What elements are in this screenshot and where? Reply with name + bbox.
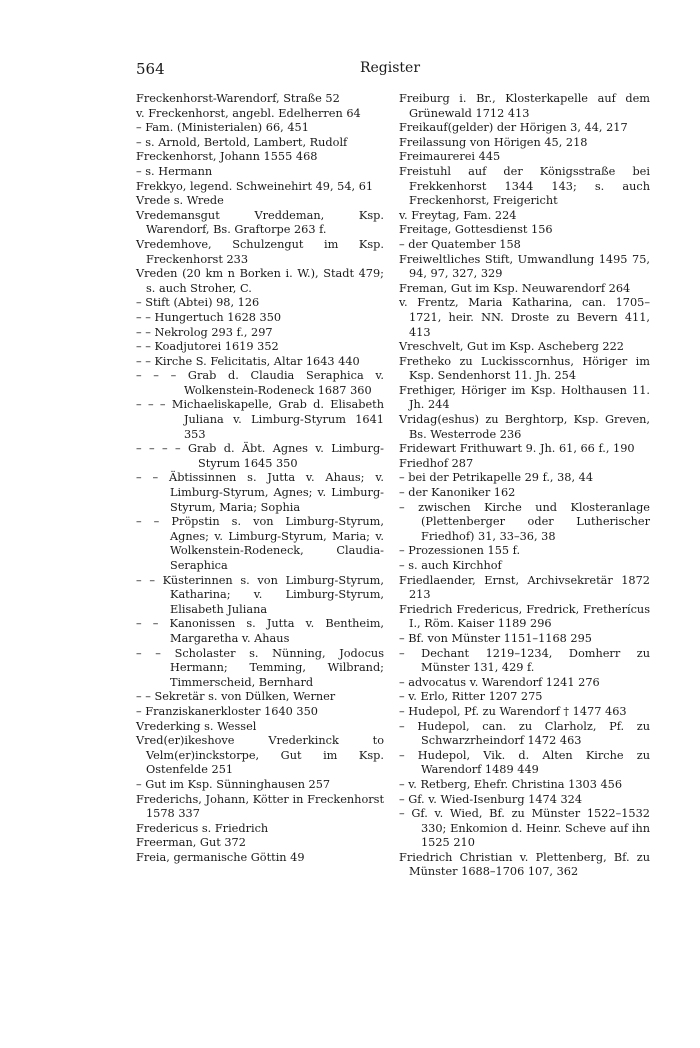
index-entry-text: Freilassung von Hörigen 45, 218 — [399, 135, 588, 149]
index-entry — [399, 778, 650, 793]
index-entry-text: – – Küsterinnen s. von Limburg-Styrum, Katharina; v. Limburg-Styrum, Elisabeth Juliana — [136, 573, 384, 616]
index-entry — [136, 165, 384, 180]
index-entry-text: Vreden (20 km n Borken i. W.), Stadt 479; s. auch Stroher, C. — [136, 267, 384, 295]
index-entry-text: – bei der Petrikapelle 29 f., 38, 44 — [399, 471, 594, 485]
index-entry-text: Friedhof 287 — [399, 456, 474, 470]
index-entry — [399, 647, 650, 676]
index-entry — [399, 282, 650, 297]
index-entry — [399, 340, 650, 355]
index-entry-text: Freman, Gut im Ksp. Neuwarendorf 264 — [399, 281, 631, 295]
index-entry — [399, 209, 650, 224]
index-entry-text: – s. auch Kirchhof — [399, 559, 502, 572]
index-entry — [136, 209, 384, 238]
index-entry — [136, 515, 384, 573]
index-entry-text: v. Frentz, Maria Katharina, can. 1705–1721, heir. NN. Droste zu Bevern 411, 413 — [399, 296, 650, 339]
index-entry-text: Friedrich Christian v. Plettenberg, Bf. zu Münster 1688–1706 107, 362 — [399, 850, 650, 879]
index-entry — [136, 92, 384, 107]
index-entry — [399, 544, 650, 559]
index-entry — [399, 501, 650, 545]
index-entry — [136, 121, 384, 136]
index-entry-text: Frekkyo, legend. Schweinehirt 49, 54, 61 — [136, 179, 374, 193]
index-entry-text: – Bf. von Münster 1151–1168 295 — [399, 631, 592, 645]
index-entry — [136, 734, 384, 778]
index-entry-text: Freistuhl auf der Königsstraße bei Frekkenhorst 1344 143; s. auch Freckenhorst, Freigericht — [399, 164, 650, 208]
index-entry — [136, 705, 384, 720]
index-entry — [399, 136, 650, 151]
index-entry-text: – Prozessionen 155 f. — [399, 544, 521, 558]
index-entry — [136, 398, 384, 442]
index-entry — [399, 442, 650, 457]
index-entry-text: v. Freckenhorst, angebl. Edelherren 64 — [136, 106, 361, 120]
page-number: 564 — [136, 60, 165, 78]
index-entry-text: – Hudepol, can. zu Clarholz, Pf. zu Schwarzrheindorf 1472 463 — [399, 719, 650, 748]
index-entry-text: Freia, germanische Göttin 49 — [136, 850, 305, 864]
index-entry-text: – – – Grab d. Claudia Seraphica v. Wolkenstein-Rodeneck 1687 360 — [136, 369, 384, 397]
index-entry-text: – – – – Grab d. Äbt. Agnes v. Limburg-Styrum 1645 350 — [136, 442, 384, 470]
index-entry — [136, 617, 384, 646]
index-entry — [399, 676, 650, 691]
index-entry — [399, 121, 650, 136]
index-entry-text: – Gf. v. Wied, Bf. zu Münster 1522–1532 330; Enkomion d. Heinr. Scheve auf ihn 1525 210 — [399, 807, 650, 850]
index-entry — [399, 705, 650, 720]
index-entry-text: Freiburg i. Br., Klosterkapelle auf dem Grünewald 1712 413 — [399, 92, 650, 120]
index-entry-text: – der Quatember 158 — [399, 237, 521, 251]
index-entry-text: – – Kirche S. Felicitatis, Altar 1643 440 — [136, 354, 360, 368]
index-entry-text: – – Nekrolog 293 f., 297 — [136, 325, 273, 339]
index-entry-text: Fredericus s. Friedrich — [136, 821, 269, 835]
index-entry-text: Frethiger, Höriger im Ksp. Holthausen 11. Jh. 244 — [399, 383, 650, 412]
index-entry-text: – – Kanonissen s. Jutta v. Bentheim, Margaretha v. Ahaus — [136, 617, 384, 645]
index-column-left — [136, 92, 384, 865]
index-entry — [136, 836, 384, 851]
index-entry — [136, 822, 384, 837]
index-entry-text: – – Koadjutorei 1619 352 — [136, 340, 279, 354]
index-entry — [399, 253, 650, 282]
index-entry-text: Fridewart Frithuwart 9. Jh. 61, 66 f., 190 — [399, 442, 635, 456]
index-entry-text: – zwischen Kirche und Klosteranlage (Plettenberger oder Lutherischer Friedhof) 31, 33–36, 38 — [399, 500, 650, 543]
index-entry-text: Freitage, Gottesdienst 156 — [399, 223, 553, 237]
index-entry-text: Freimaurerei 445 — [399, 150, 501, 164]
index-entry-text: – – Sekretär s. von Dülken, Werner — [136, 690, 336, 704]
index-entry-text: – Stift (Abtei) 98, 126 — [136, 296, 260, 310]
index-entry-text: – v. Erlo, Ritter 1207 275 — [399, 690, 543, 704]
index-entry — [136, 355, 384, 370]
index-entry-text: – Fam. (Ministerialen) 66, 451 — [136, 121, 309, 135]
index-entry — [399, 150, 650, 165]
index-entry-text: Vredemansgut Vreddeman, Ksp. Warendorf, Bs. Graftorpe 263 f. — [136, 208, 384, 237]
index-entry-text: Freckenhorst, Johann 1555 468 — [136, 150, 318, 164]
index-entry — [136, 690, 384, 705]
index-entry — [136, 194, 384, 209]
index-entry-text: Vridag(eshus) zu Berghtorp, Ksp. Greven, Bs. Westerrode 236 — [399, 413, 650, 441]
index-entry — [136, 238, 384, 267]
index-entry-text: – Hudepol, Pf. zu Warendorf † 1477 463 — [399, 704, 627, 718]
index-entry-text: – s. Hermann — [136, 164, 213, 178]
index-entry — [399, 471, 650, 486]
index-entry — [399, 223, 650, 238]
index-entry-text: – advocatus v. Warendorf 1241 276 — [399, 675, 600, 689]
index-entry-text: – – Hungertuch 1628 350 — [136, 310, 282, 324]
index-entry — [399, 574, 650, 603]
index-entry-text: Vreschvelt, Gut im Ksp. Ascheberg 222 — [399, 340, 624, 354]
index-entry-text: Vrede s. Wrede — [136, 194, 224, 208]
index-entry — [399, 413, 650, 442]
index-entry-text: – – Scholaster s. Nünning, Jodocus Hermann; Temming, Wilbrand; Timmerscheid, Bernhard — [136, 646, 384, 689]
running-title: Register — [359, 60, 421, 76]
index-entry-text: Vrederking s. Wessel — [136, 719, 257, 733]
index-entry — [399, 238, 650, 253]
index-column-right — [399, 92, 650, 880]
index-entry — [399, 690, 650, 705]
index-entry — [399, 793, 650, 808]
index-entry-text: Freerman, Gut 372 — [136, 836, 246, 850]
index-entry-text: Friedrich Fredericus, Fredrick, Fretherícus I., Röm. Kaiser 1189 296 — [399, 602, 650, 631]
index-entry — [136, 793, 384, 822]
index-entry — [136, 720, 384, 735]
index-entry — [136, 647, 384, 691]
index-entry — [399, 457, 650, 472]
index-entry — [399, 92, 650, 121]
index-entry-text: Freckenhorst-Warendorf, Straße 52 — [136, 92, 340, 105]
index-entry-text: Freikauf(gelder) der Hörigen 3, 44, 217 — [399, 121, 628, 135]
index-entry-text: Fretheko zu Luckisscornhus, Höriger im Ksp. Sendenhorst 11. Jh. 254 — [399, 354, 650, 383]
index-entry-text: – – – Michaeliskapelle, Grab d. Elisabeth Juliana v. Limburg-Styrum 1641 353 — [136, 398, 384, 441]
index-entry — [136, 107, 384, 122]
index-entry — [136, 574, 384, 618]
index-entry — [136, 369, 384, 398]
page-header — [136, 60, 644, 82]
index-entry — [136, 326, 384, 341]
index-entry-text: Vred(er)ikeshove Vrederkinck to Velm(er)inckstorpe, Gut im Ksp. Ostenfelde 251 — [136, 734, 384, 777]
index-entry — [399, 296, 650, 340]
index-entry — [399, 632, 650, 647]
index-entry — [136, 851, 384, 866]
index-entry — [136, 150, 384, 165]
index-entry — [136, 340, 384, 355]
index-entry — [399, 851, 650, 880]
index-entry — [399, 807, 650, 851]
index-entry — [399, 384, 650, 413]
index-entry — [399, 720, 650, 749]
index-entry-text: Freiweltliches Stift, Umwandlung 1495 75, 94, 97, 327, 329 — [399, 252, 650, 281]
index-entry — [136, 136, 384, 151]
index-entry-text: – Franziskanerkloster 1640 350 — [136, 704, 318, 718]
index-entry — [399, 749, 650, 778]
index-entry — [399, 559, 650, 574]
index-entry-text: – Gf. v. Wied-Isenburg 1474 324 — [399, 792, 583, 806]
index-entry — [136, 296, 384, 311]
index-entry-text: – Hudepol, Vik. d. Alten Kirche zu Warendorf 1489 449 — [399, 748, 650, 777]
index-entry-text: – – Äbtissinnen s. Jutta v. Ahaus; v. Limburg-Styrum, Agnes; v. Limburg-Styrum, Maria; Sophia — [136, 471, 384, 514]
index-entry — [136, 311, 384, 326]
index-entry — [399, 165, 650, 209]
index-entry-text: v. Freytag, Fam. 224 — [399, 208, 517, 222]
index-entry — [136, 267, 384, 296]
index-entry-text: Friedlaender, Ernst, Archivsekretär 1872 213 — [399, 573, 650, 602]
index-entry — [136, 180, 384, 195]
index-entry-text: – Gut im Ksp. Sünninghausen 257 — [136, 777, 331, 791]
index-entry-text: – v. Retberg, Ehefr. Christina 1303 456 — [399, 777, 623, 791]
index-entry — [399, 603, 650, 632]
index-entry — [399, 355, 650, 384]
index-entry — [136, 778, 384, 793]
index-entry-text: – der Kanoniker 162 — [399, 486, 516, 500]
index-entry-text: Vredemhove, Schulzengut im Ksp. Freckenhorst 233 — [136, 237, 384, 266]
index-entry — [399, 486, 650, 501]
index-entry-text: Frederichs, Johann, Kötter in Freckenhorst 1578 337 — [136, 792, 384, 821]
index-entry — [136, 442, 384, 471]
index-entry-text: – Dechant 1219–1234, Domherr zu Münster 131, 429 f. — [399, 646, 650, 675]
index-entry — [136, 471, 384, 515]
index-entry-text: – – Pröpstin s. von Limburg-Styrum, Agnes; v. Limburg-Styrum, Maria; v. Wolkenstein-Rodeneck, Claudia-Seraphica — [136, 515, 384, 572]
index-entry-text: – s. Arnold, Bertold, Lambert, Rudolf — [136, 135, 348, 149]
